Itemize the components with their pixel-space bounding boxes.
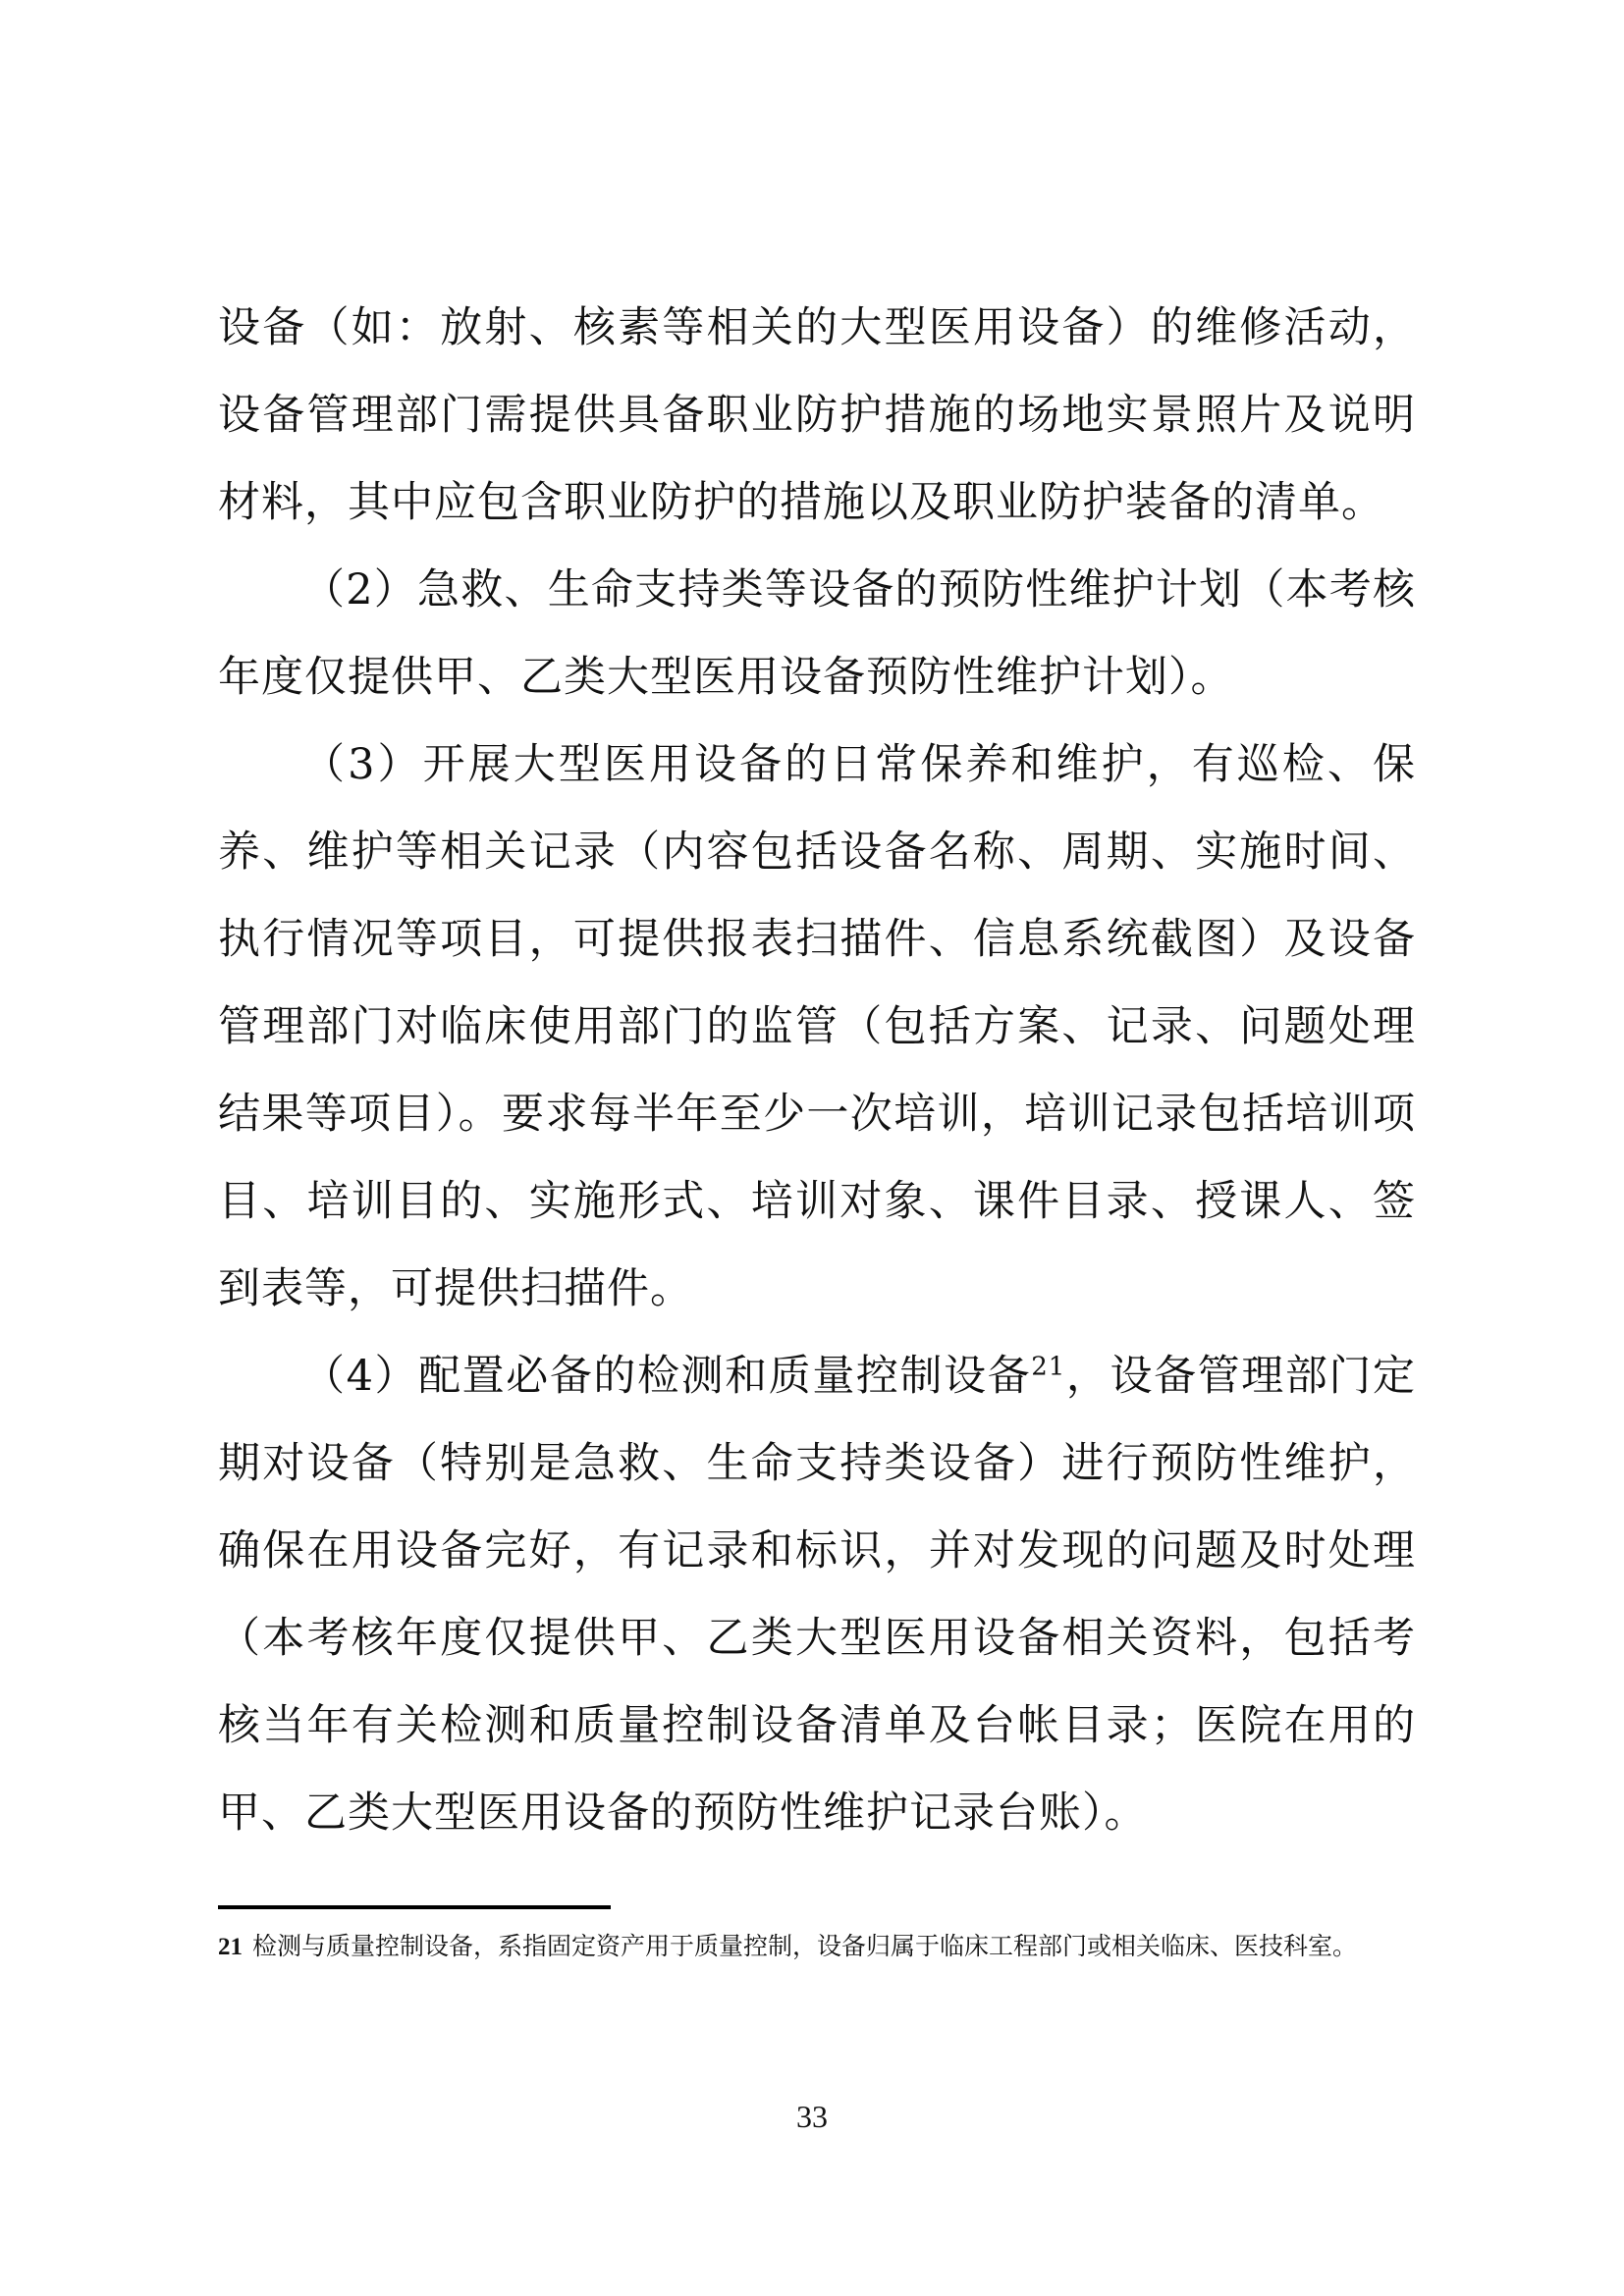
paragraph-item-2: （2）急救、生命支持类等设备的预防性维护计划（本考核年度仅提供甲、乙类大型医用设备预防性维护计划）。 [218, 565, 1416, 702]
paragraph-item-3: （3）开展大型医用设备的日常保养和维护，有巡检、保养、维护等相关记录（内容包括设备名称、周期、实施时间、执行情况等项目，可提供报表扫描件、信息系统截图）及设备管理部门对临床使用部门的监管（包括方案、记录、问题处理结果等项目）。要求每半年至少一次培训，培训记录包括培训项目、培训目的、实施形式、培训对象、课件目录、授课人、签到表等，可提供扫描件。 [218, 740, 1416, 1313]
paragraph-item-4-text-before: （4）配置必备的检测和质量控制设备 [302, 1352, 1032, 1401]
footnote-reference[interactable]: 21 [1031, 1352, 1066, 1382]
body-text [218, 285, 1416, 1857]
paragraph-continuation: 设备（如：放射、核素等相关的大型医用设备）的维修活动，设备管理部门需提供具备职业防护措施的场地实景照片及说明材料，其中应包含职业防护的措施以及职业防护装备的清单。 [218, 303, 1416, 527]
page-number: 33 [796, 2099, 828, 2134]
paragraph-item-4 [218, 1333, 1416, 1857]
footnote-divider [218, 1905, 611, 1909]
footnote-number: 21 [218, 1934, 243, 1960]
paragraph-item-4-text-after: ，设备管理部门定期对设备（特别是急救、生命支持类设备）进行预防性维护，确保在用设备完好，有记录和标识，并对发现的问题及时处理（本考核年度仅提供甲、乙类大型医用设备相关资料，包括考核当年有关检测和质量控制设备清单及台帐目录；医院在用的甲、乙类大型医用设备的预防性维护记录台账）。 [218, 1352, 1416, 1838]
footnote-text: 检测与质量控制设备，系指固定资产用于质量控制，设备归属于临床工程部门或相关临床、医技科室。 [252, 1932, 1358, 1960]
footnote [218, 1926, 1416, 1968]
